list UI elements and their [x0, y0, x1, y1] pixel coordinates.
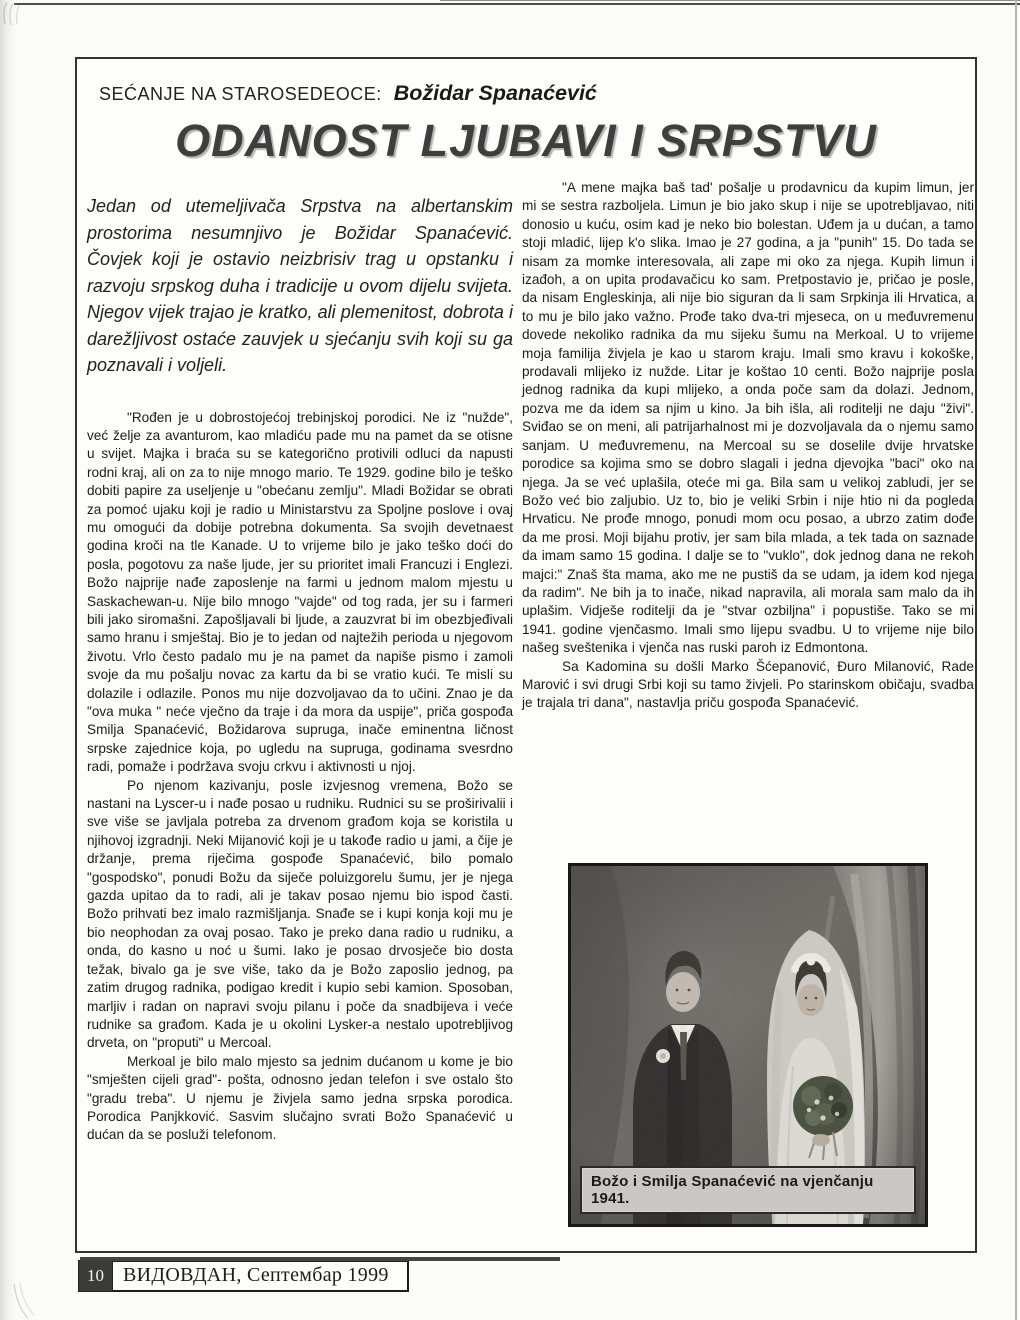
- intro-paragraph: Jedan od utemeljivača Srpstva na albertanskim prostorima nesumnjivo je Božidar Spanaćević. Čovjek koji je ostavio neizbrisiv trag u opstanku i razvoju srpskog duha i tradicije u ovom dijelu svijeta. Njegov vijek trajao je kratko, ali plemenitost, dobrota i darežljivost ostaće zauvjek u sjećanju svih koji su ga poznavali i voljeli.: [87, 196, 513, 375]
- article-frame: [75, 57, 977, 1253]
- scan-right-edge-line: [1015, 0, 1017, 1320]
- wedding-photo: [568, 863, 928, 1227]
- article-kicker: [99, 81, 597, 106]
- left-column: [87, 193, 513, 1145]
- body-paragraph-right-1: "A mene majka baš tad' pošalje u prodavnicu da kupim limun, jer mi se sestra razboljela. Limun je bio jako skup i nije se upotrebljavao, niti donosio u kuću, osim kad je neko bio bolestan. Uđem ja u dućan, a tamo stoji mladić, lijep k'o slika. Imao je 27 godina, a ja "punih" 15. Do tada se nisam za momke interesovala, ali zape mi oko za njega. Kupih limun i izađoh, a on upita prodavačicu ko sam. Pretpostavio je, pričao je posle, da nisam Engleskinja, ali nije bio siguran da li sam Srpkinja ili Hrvatica, a to mu je bilo jako važno. Prođe tako dva-tri mjeseca, on u međuvremenu dovede nekoliko radnika da mu sijeku šumu na Merkoal. U to vrijeme moja familija živjela je kao u starom kraju. Imali smo kravu i kokoške, prodavali mlijeko iz nužde. Litar je koštao 10 centi. Božo najprije posla jednog radnika da kupi mlijeko, a onda poče sam da dolazi. Jednom, pozva me da idem sa njim u kino. Ja bih išla, ali roditelji ne daju "živi". Sviđao se on meni, ali patrijarhalnost mi je dozvoljavala da o njemu samo sanjam. U međuvremenu, na Mercoal su se doselile dvije hrvatske porodice sa kojima smo se dobro slagali i jedna djevojka "baci" oko na njega. Ja se već uplašila, oteće mi ga. Bila sam u velikoj zabludi, jer se Božo već bio zaljubio. Uz to, bio je veliki Srbin i nije htio ni da pogleda Hrvaticu. Ne prođe mnogo, ponudi mom ocu posao, a ubrzo zatim dođe da me prosi. Moji bijahu protiv, jer sam bila mlada, a tek tada on saznade da imam samo 15 godina. I dalje se to "vuklo", dok jednog dana ne rekoh majci:" Znaš šta mama, ako me ne pustiš da se udam, ja idem kod njega da radim". Ne bih ja to inače, nikad napravila, ali morala sam malo da ih uplašim. Vidješe roditelji da je "stvar ozbiljna" i popustiše. Tako se mi 1941. godine vjenčasmo. Imali smo lijepu svadbu. U to vrijeme nije bilo našeg sveštenika i vjenča nas ruski paroh iz Edmontona.: [522, 180, 974, 656]
- kicker-label: SEĆANJE NA STAROSEDEOCE:: [99, 84, 382, 104]
- scan-top-edge-line: [440, 0, 1020, 1]
- kicker-author-name: Božidar Spanaćević: [393, 81, 597, 105]
- body-paragraph-left-2: Po njenom kazivanju, posle izvjesnog vremena, Božo se nastani na Lyscer-u i nađe posao u rudniku. Rudnici su se proširivalii i sve više se javljala potreba za drvenom građom koja se koristila u njihovoj izgradnji. Neki Mijanović koji je u takođe radio u jami, a čije je držanje, prema riječima gospođe Spanaćević, bilo pomalo "gospodsko", ponudi Božu da siječe poluizgorelu šumu, jer je njega gazda upitao da to radi, ali je takav posao njemu bio ispod časti. Božo prihvati bez imalo razmišljanja. Snađe se i kupi konja koji mu je bio neophodan za ovaj posao. Tako je preko dana radio u rudniku, a onda, do kasno u noć u šumi. Iako je posao drvosječe bio dosta težak, bivalo ga je sve više, tako da je Božo zaposlio jednog, pa zatim drugog radnika, podigao kredit i kupio sebi kamion. Sposoban, marljiv i radan on napravi svoju pilanu i poče da snadbijeva i veće rudnike sa građom. Kada je u okolini Lysker-a nestalo upotrebljivog drveta, on "proputi" u Mercoal.: [87, 777, 513, 1051]
- body-paragraph-left-3: Merkoal je bilo malo mjesto sa jednim dućanom u kome je bio "smješten cijeli grad"- pošta, odnosno jedan telefon i sve ostalo što "gradu treba". U njemu je živjela samo jedna srpska porodica. Porodica Panjkković. Sasvim slučajno svrati Božo Spanaćević u dućan da se posluži telefonom.: [87, 1053, 513, 1143]
- right-column: [522, 179, 974, 1247]
- body-paragraph-left-1: "Rođen je u dobrostojećoj trebinjskoj porodici. Ne iz "nužde", već želje za avanturom, kao mladiću pade mu na pamet da se otisne u svijet. Majka i braća su se kategorično protivili odluci da napusti rodni kraj, ali on za to nije mnogo mario. Te 1929. godine bilo je teško dobiti papire za useljenje u "obećanu zemlju". Mladi Božidar se obrati za pomoć ujaku koji je radio u Ministarstvu za Spoljne poslove i ovaj mu omogući da dobije potrebna dokumenta. Sa svojih devetnaest godina kroči na tle Kanade. U to vrijeme bilo je jako teško doći do posla, pogotovu za naše ljude, jer su prioritet imali Francuzi i Englezi. Božo najprije nađe zaposlenje na farmi u jednom malom mjestu u Saskachewan-u. Nije bilo mnogo "vajde" od tog rada, jer su i farmeri bili jako siromašni. Zapošljavali bi ljude, a zauzvrat bi im obezbjeđivali samo hranu i smještaj. Bio je to jedan od najtežih perioda u njegovom životu. Vrlo često padalo mu je na pamet da napiše pismo i zamoli svoje da mu pošalju novac za kartu da bi se vratio kući. Te misli su dolazile i odlazile. Ponos mu nije dozvoljavao da to učini. Znao je da "ova muka " neće vječno da traje i da mora da uspije", priča gospođa Smilja Spanaćević, Božidarova supruga, inače eminentna ličnost srpske zajednice koja, po ugledu na supruga, godinama svesrdno radi, pomaže i podržava svoju crkvu i aktivnosti u njoj.: [87, 409, 513, 775]
- scan-top-line: [14, 3, 1020, 5]
- page-footer: [78, 1260, 409, 1292]
- article-title: ODANOST LJUBAVI I SRPSTVU: [175, 115, 877, 166]
- scan-curl-marks: [8, 1282, 54, 1320]
- footer-shadow-strip: [80, 1257, 560, 1261]
- scan-corner-marks: [2, 2, 42, 28]
- scan-left-edge-shading: [0, 0, 16, 1320]
- photo-caption: Božo i Smilja Spanaćević na vjenčanju 1941.: [580, 1166, 916, 1214]
- page-number-badge: 10: [78, 1260, 113, 1292]
- publication-title: ВИДОВДАН, Септембар 1999: [113, 1260, 409, 1292]
- body-paragraph-right-2: Sa Kadomina su došli Marko Šćepanović, Đuro Milanović, Rade Marović i svi drugi Srbi koji su tamo živjeli. Po starinskom običaju, svadba je trajala tri dana", nastavlja priču gospođa Spanaćević.: [522, 658, 974, 711]
